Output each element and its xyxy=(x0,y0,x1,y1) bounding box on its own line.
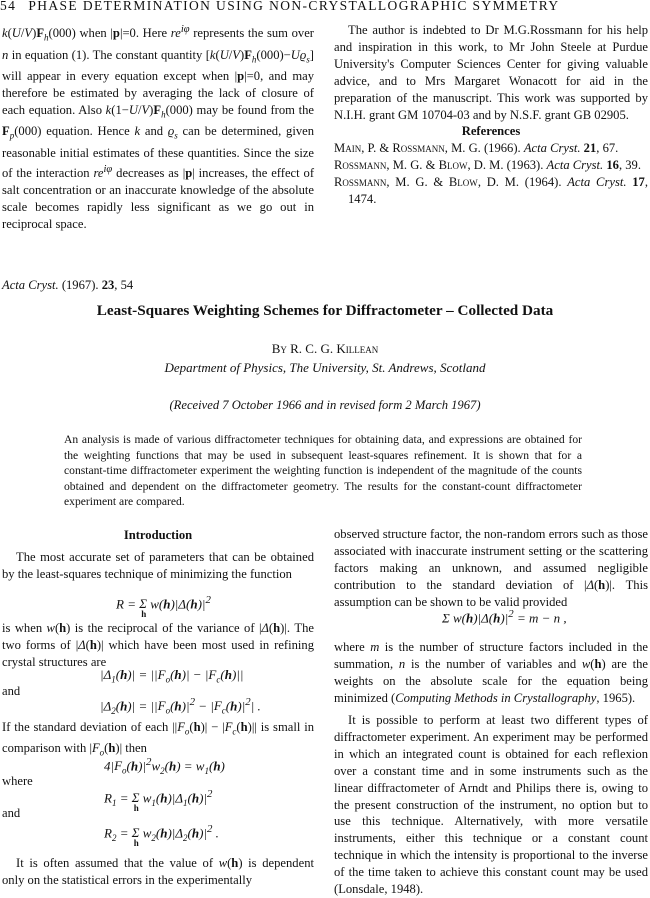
body-text: observed structure factor, the non-random errors such as those associated with inaccurate instrument setting or the scattering factors making an unknown, and assumed negligible contribution to the standard deviation of |Δ(h)|. This assumption can be shown to be valid provided xyxy=(334,527,648,609)
page-number: 54 xyxy=(0,0,17,13)
byline: By R. C. G. Killean xyxy=(271,341,379,356)
running-title: PHASE DETERMINATION USING NON-CRYSTALLOGRAPHIC SYMMETRY xyxy=(28,0,560,13)
intro-paragraph-1 xyxy=(2,549,314,583)
prev-article-left-column xyxy=(2,22,314,232)
equation-r2: $R_2 = \Sigma$ h $w_2(h)|\Delta_2(h)|^2$ . xyxy=(104,823,219,849)
equation-r1: $R_1 = \Sigma$ h $w_1(h)|\Delta_1(h)|^2$ xyxy=(104,788,213,814)
running-head xyxy=(0,0,560,14)
right-paragraph-1 xyxy=(334,526,648,611)
affiliation: Department of Physics, The University, St. Andrews, Scotland xyxy=(164,360,486,375)
journal-citation: Acta Cryst. (1967). 23, 54 xyxy=(2,278,134,292)
intro-text: The most accurate set of parameters that can be obtained by the least-squares technique of minimizing the function xyxy=(2,550,314,581)
body-text: where m is the number of structure factors included in the summation, n is the number of variables and w(h) are the weights on the absolute scale for the equation being minimized (Computing Methods in Crystallography, 1965). xyxy=(334,640,648,705)
intro-text: It is often assumed that the value of w(h) is dependent only on the statistical errors in the experimentally xyxy=(2,856,314,887)
references-heading: References xyxy=(461,124,521,139)
right-paragraph-3 xyxy=(334,712,648,898)
reference-item: Rossmann, M. G. & Blow, D. M. (1964). Acta Cryst. 17, 1474. xyxy=(334,175,648,207)
acknowledgements: The author is indebted to Dr M.G.Rossmann for his help and inspiration in this work, to Mr John Steele at Purdue University's Computer Sciences Center for giving valuable advice, and to Mrs Margaret Wonacott for aid in the preparation of the manuscript. This work was supported by N.I.H. grant GM 10704-03 and by N.S.F. grant GB 02905. xyxy=(334,23,648,122)
references-list xyxy=(334,140,648,208)
where-label: where xyxy=(2,774,33,788)
intro-paragraph-4 xyxy=(2,855,314,889)
equation-r: R = Σ h $w(h)|\Delta(h)|^2$ xyxy=(116,594,211,620)
equation-delta1: $|\Delta_1(h)| = ||F_o(h)| - |F_c(h)||$ xyxy=(100,667,244,685)
equation-sum: Σ $w(h)|\Delta(h)|^2 = m - n$ , xyxy=(442,608,567,626)
abstract: An analysis is made of various diffractometer techniques for obtaining data, and expressions are obtained for the weighting functions that may be used in subsequent least-squares refinement. It is shown that for a constant-time diffractometer experiment the weighting function is independent of the magnitude of the counts obtained and dependent on the diffractometer geometry. The results for the constant-count diffractometer experiment are compared. xyxy=(64,433,582,509)
reference-item: Rossmann, M. G. & Blow, D. M. (1963). Acta Cryst. 16, 39. xyxy=(334,158,641,173)
body-text: It is possible to perform at least two different types of diffractometer experiment. An experiment may be performed in which an integrated count is obtained for each reflexion over a constant time and in some instruments such as the linear diffractometer of Arndt and Philips there is, owing to the present construction of the instrument, no option but to use this technique. Alternatively, with more versatile instruments, either this technique or a constant count technique in which the intensity is proportional to the inverse of the time taken to achieve this constant count may be used (Lonsdale, 1948). xyxy=(334,713,648,897)
equation-delta2: $|\Delta_2(h)| = ||F_o(h)|^2 - |F_c(h)|^2|$ . xyxy=(100,696,261,716)
section-heading: Introduction xyxy=(123,528,193,542)
article-title: Least-Squares Weighting Schemes for Diffractometer – Collected Data xyxy=(96,302,554,319)
equation-weights: $4|F_o(h)|^2w_2(h) = w_1(h)$ xyxy=(104,756,225,776)
intro-paragraph-2 xyxy=(2,620,314,671)
and-label: and xyxy=(2,806,21,820)
prev-left-paragraph: $k(U/V)F_h(000)$ when |p|=0. Here $re^{i\varphi}$ represents the sum over n in equation (1). The constant quantity $[k(U/V)F_h(000)-Uϱ_s]$ will appear in every equation except when |p|=0, and may therefore be estimated by averaging the lack of closure of each equation. Also $k(1-U/V)F_h(000)$ may be found from the $F_p(000)$ equation. Hence k and $ϱ_s$ can be determined, given reasonable initial estimates of these quantities. Since the size of the interaction $re^{i\varphi}$ decreases as |p| increases, the effect of salt concentration or an inaccurate knowledge of the absolute scale becomes rapidly less significant as we go out in reciprocal space. xyxy=(2,24,315,231)
received-dates: (Received 7 October 1966 and in revised form 2 March 1967) xyxy=(169,398,481,412)
intro-text: is when w(h) is the reciprocal of the variance of |Δ(h)|. The two forms of |Δ(h)| which have been most used in refining crystal structures are xyxy=(2,621,314,669)
and-label: and xyxy=(2,684,21,698)
right-paragraph-2 xyxy=(334,639,648,707)
intro-text: If the standard deviation of each $||F_o(h)| - |F_c(h)||$ is small in comparison with $|F_o(h)|$ then xyxy=(2,720,314,758)
reference-item: Main, P. & Rossmann, M. G. (1966). Acta Cryst. 21, 67. xyxy=(334,141,619,156)
prev-article-right-column xyxy=(334,22,648,208)
